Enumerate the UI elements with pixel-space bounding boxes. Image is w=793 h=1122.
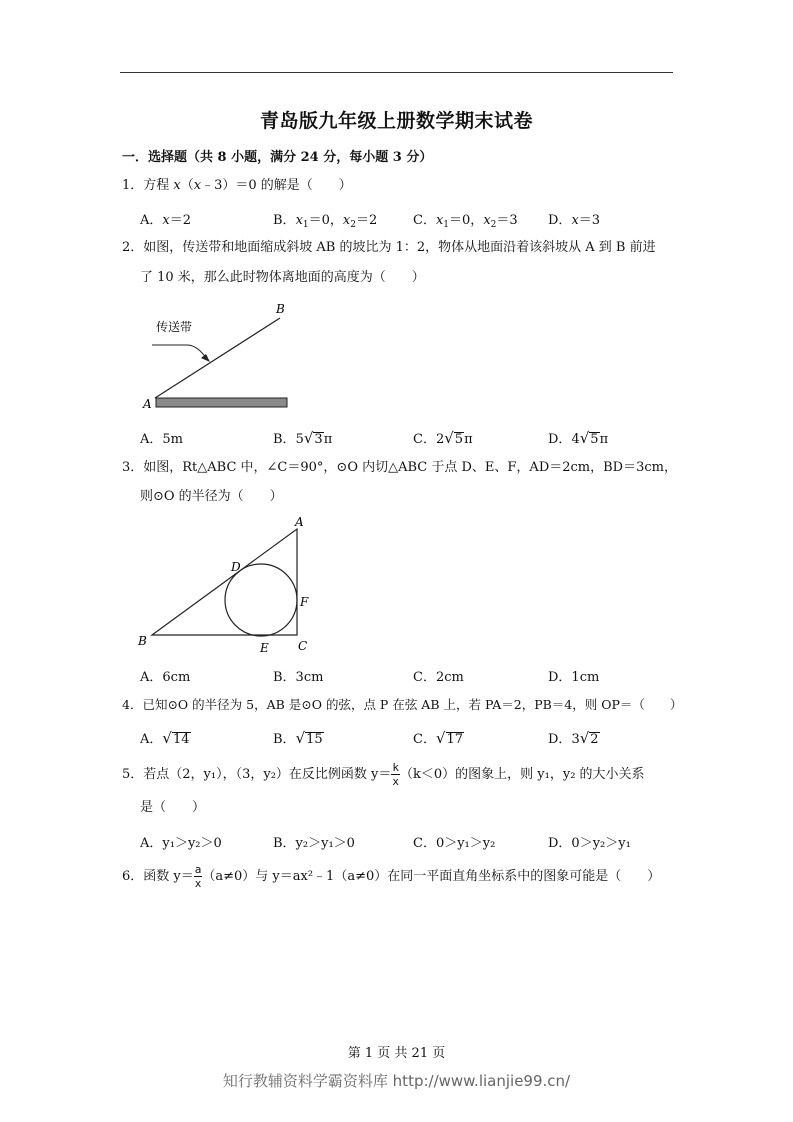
q1-text-a: 方程	[143, 178, 174, 193]
q5-text-a: 5．若点（2，y₁），（3，y₂）在反比例函数 y＝	[122, 767, 392, 782]
conveyor-figure	[140, 300, 300, 415]
vertex-c-label: C	[298, 639, 308, 653]
q1-var-x2: x	[193, 178, 202, 193]
q3-option-c: C．2cm	[413, 670, 464, 685]
page-number: 第 1 页 共 21 页	[347, 1046, 446, 1061]
question-3-line-2: 则⊙O 的半径为（ ）	[140, 489, 283, 504]
section-heading: 一．选择题（共 8 小题，满分 24 分，每小题 3 分）	[122, 150, 433, 165]
q3-option-d: D．1cm	[548, 670, 600, 685]
q2-option-b: B．5√3π	[273, 429, 333, 447]
q5-fraction: $\frac{k}{x}$	[392, 761, 400, 788]
q1-option-c: C．$x_1=0$，$x_2=3$	[413, 213, 518, 230]
vertex-a-label: A	[295, 515, 304, 529]
question-1	[122, 174, 352, 198]
q5-text-b: （k＜0）的图象上，则 y₁，y₂ 的大小关系	[400, 767, 645, 782]
q3-option-b: B．3cm	[273, 670, 324, 685]
q4-option-c: C．√17	[413, 729, 464, 747]
question-3-line-1: 3．如图，Rt△ABC 中，∠C＝90°，⊙O 内切△ABC 于点 D、E、F，AD＝2cm，BD＝3cm，	[122, 460, 677, 475]
question-4: 4．已知⊙O 的半径为 5，AB 是⊙O 的弦，点 P 在弦 AB 上，若 PA＝2，PB＝4，则 OP＝（ ）	[122, 697, 683, 712]
point-f-label: F	[300, 595, 309, 609]
q2-option-d: D．4√5π	[548, 429, 609, 447]
belt-pointer-line	[152, 345, 206, 358]
question-5-line-1	[122, 762, 645, 787]
ground-bar	[156, 398, 287, 407]
q1-option-b: B．$x_1=0$，$x_2=2$	[273, 213, 378, 230]
q3-option-a: A．6cm	[140, 670, 191, 685]
q6-text-a: 6．函数 y＝	[122, 869, 194, 884]
q1-option-d: D．x＝3	[548, 213, 601, 228]
point-d-label: D	[231, 560, 241, 574]
q1-text-c: ﹣3）＝0 的解是（ ）	[201, 178, 352, 193]
q4-option-d: D．3√2	[548, 729, 599, 747]
vertex-b-label: B	[138, 634, 147, 648]
q6-text-b: （a≠0）与 y＝ax²﹣1（a≠0）在同一平面直角坐标系中的图象可能是（ ）	[202, 869, 661, 884]
q4-option-b: B．√15	[273, 729, 323, 747]
question-2-line-2: 了 10 米，那么此时物体离地面的高度为（ ）	[140, 270, 425, 285]
q1-var-x: x	[173, 178, 181, 193]
incircle-o	[225, 564, 297, 636]
belt-label: 传送带	[156, 320, 193, 334]
belt-arrow-head	[201, 354, 210, 362]
question-5-line-2: 是（ ）	[140, 800, 206, 815]
q1-number: 1．	[122, 178, 144, 193]
header-rule	[120, 72, 673, 73]
point-e-label: E	[260, 641, 269, 655]
question-2-line-1: 2．如图，传送带和地面缩成斜坡 AB 的坡比为 1：2，物体从地面沿着该斜坡从 A 到 B 前进	[122, 240, 656, 255]
triangle-abc	[152, 529, 297, 635]
q2-option-c: C．2√5π	[413, 429, 473, 447]
point-b-label: B	[276, 302, 285, 316]
q1-option-a: A．x＝2	[140, 213, 192, 228]
q1-text-b: （	[180, 178, 194, 193]
q6-fraction: $\frac{a}{x}$	[194, 863, 202, 890]
question-6	[122, 864, 660, 889]
q2-option-a: A．5m	[140, 432, 183, 447]
q4-option-a: A．√14	[140, 729, 190, 747]
point-a-label: A	[143, 397, 152, 411]
page-title: 青岛版九年级上册数学期末试卷	[259, 110, 533, 132]
q5-option-d: D．0＞y₂＞y₁	[548, 836, 631, 851]
q5-option-c: C．0＞y₁＞y₂	[413, 836, 496, 851]
q5-option-a: A．y₁＞y₂＞0	[140, 836, 222, 851]
q5-option-b: B．y₂＞y₁＞0	[273, 836, 355, 851]
triangle-figure	[135, 512, 320, 657]
watermark-link[interactable]: 知行教辅资料学霸资料库 http://www.lianjie99.cn/	[222, 1072, 571, 1090]
